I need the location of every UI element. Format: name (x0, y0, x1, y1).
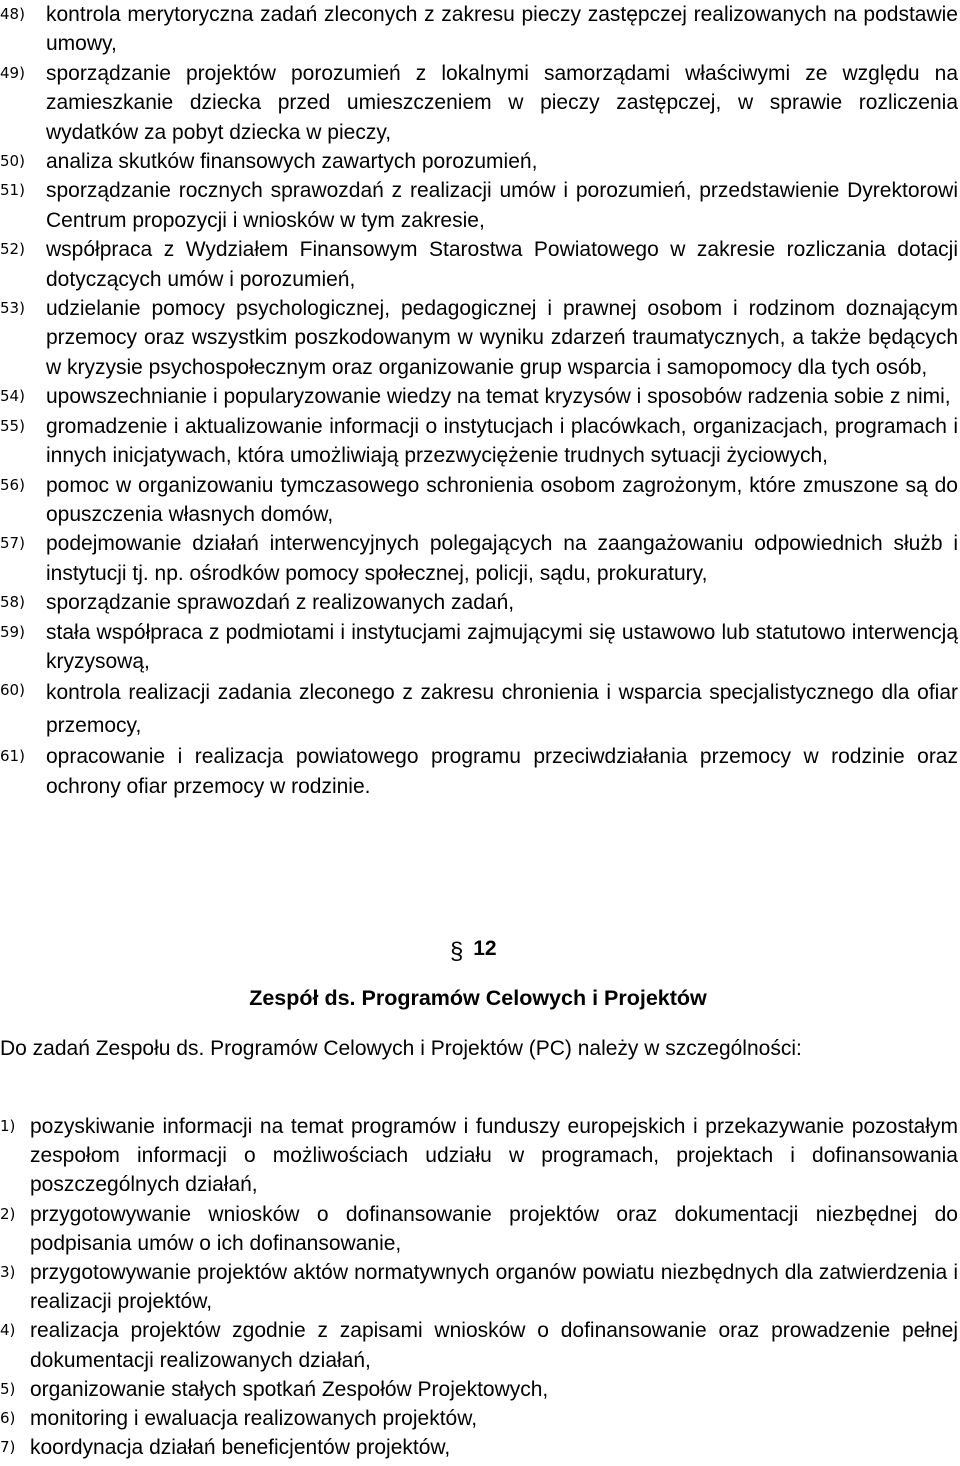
item-number: 57) (0, 534, 25, 553)
list-item (0, 59, 958, 147)
item-number: 53) (0, 299, 25, 318)
item-text: sporządzanie sprawozdań z realizowanych zadań, (46, 591, 515, 615)
list-item (0, 1200, 958, 1258)
item-number: 56) (0, 475, 25, 494)
list-item (0, 1316, 958, 1374)
item-number: 51) (0, 181, 25, 200)
item-number: 3) (0, 1263, 16, 1282)
item-text: analiza skutków finansowych zawartych porozumień, (46, 150, 538, 174)
list-item (0, 1258, 958, 1316)
item-number: 58) (0, 593, 25, 612)
list-item (0, 742, 958, 801)
section-title: Zespół ds. Programów Celowych i Projektów (249, 986, 707, 1010)
item-number: 60) (0, 681, 25, 700)
list-item (0, 1112, 958, 1200)
item-text: współpraca z Wydziałem Finansowym Starostwa Powiatowego w zakresie rozliczania dotacji dotyczących umów i porozumień, (46, 238, 958, 291)
list-item (0, 147, 958, 176)
list-item (0, 412, 958, 471)
task-list-pc-team (0, 1112, 958, 1462)
item-text: organizowanie stałych spotkań Zespołów Projektowych, (30, 1377, 549, 1401)
item-number: 7) (0, 1438, 16, 1457)
list-item (0, 618, 958, 677)
list-item (0, 294, 958, 382)
list-item (0, 0, 958, 59)
section-number-value: 12 (473, 937, 497, 960)
item-number: 1) (0, 1117, 16, 1135)
item-number: 50) (0, 152, 25, 171)
section-intro: Do zadań Zespołu ds. Programów Celowych i Projektów (PC) należy w szczególności: (0, 1037, 802, 1060)
item-text: kontrola merytoryczna zadań zleconych z zakresu pieczy zastępczej realizowanych na podstawie umowy, (46, 3, 958, 56)
item-text: kontrola realizacji zadania zleconego z zakresu chronienia i wsparcia specjalistycznego dla ofiar przemocy, (46, 681, 958, 738)
list-item (0, 529, 958, 588)
item-text: koordynacja działań beneficjentów projektów, (30, 1436, 451, 1460)
item-number: 5) (0, 1379, 16, 1398)
item-text: przygotowywanie wniosków o dofinansowanie projektów oraz dokumentacji niezbędnej do podpisania umów o ich dofinansowanie, (30, 1202, 958, 1255)
section-number (450, 928, 530, 969)
list-item (0, 1433, 958, 1462)
item-number: 54) (0, 387, 25, 406)
list-item (0, 676, 958, 742)
list-item (0, 1375, 958, 1404)
section-sign-symbol: § (450, 938, 464, 965)
item-text: udzielanie pomocy psychologicznej, pedagogicznej i prawnej osobom i rodzinom doznającym przemocy oraz wszystkim poszkodowanym w wyniku zdarzeń traumatycznych, a także będących w kryzysie psychospołecznym oraz organizowanie grup wsparcia i samopomocy dla tych osób, (46, 297, 958, 379)
item-text: przygotowywanie projektów aktów normatywnych organów powiatu niezbędnych dla zatwierdzenia i realizacji projektów, (30, 1261, 958, 1314)
item-text: realizacja projektów zgodnie z zapisami wniosków o dofinansowanie oraz prowadzenie pełnej dokumentacji realizowanych działań, (30, 1319, 958, 1372)
item-text: monitoring i ewaluacja realizowanych projektów, (30, 1407, 478, 1431)
item-text: sporządzanie projektów porozumień z lokalnymi samorządami właściwymi ze względu na zamieszkanie dziecka przed umieszczeniem w pieczy zastępczej, w sprawie rozliczenia wydatków za pobyt dziecka w pieczy, (46, 61, 958, 144)
item-number: 4) (0, 1321, 16, 1340)
item-text: opracowanie i realizacja powiatowego programu przeciwdziałania przemocy w rodzinie oraz ochrony ofiar przemocy w rodzinie. (46, 745, 958, 798)
item-number: 2) (0, 1204, 16, 1223)
list-item (0, 588, 958, 617)
item-number: 48) (0, 5, 25, 23)
item-text: gromadzenie i aktualizowanie informacji o instytucjach i placówkach, organizacjach, programach i innych inicjatywach, która umożliwiają przezwyciężenie trudnych sytuacji życiowych, (46, 414, 958, 468)
list-item (0, 235, 958, 294)
item-text: upowszechnianie i popularyzowanie wiedzy na temat kryzysów i sposobów radzenia sobie z nimi, (46, 385, 951, 409)
item-number: 55) (0, 416, 25, 435)
item-text: podejmowanie działań interwencyjnych polegających na zaangażowaniu odpowiednich służb i instytucji tj. np. ośrodków pomocy społecznej, policji, sądu, prokuratury, (46, 532, 958, 585)
item-text: stała współpraca z podmiotami i instytucjami zajmującymi się ustawowo lub statutowo interwencją kryzysową, (46, 620, 958, 673)
list-item (0, 1404, 958, 1433)
list-item (0, 176, 958, 235)
item-text: sporządzanie rocznych sprawozdań z realizacji umów i porozumień, przedstawienie Dyrektorowi Centrum propozycji i wniosków w tym zakresie, (46, 179, 958, 232)
item-number: 61) (0, 747, 25, 766)
item-number: 52) (0, 240, 25, 259)
item-number: 6) (0, 1409, 16, 1428)
item-text: pozyskiwanie informacji na temat programów i funduszy europejskich i przekazywanie pozostałym zespołom informacji o możliwościach udziału w programach, projektach i dofinansowania poszczególnych działań, (30, 1115, 958, 1197)
list-item (0, 382, 958, 411)
item-text: pomoc w organizowaniu tymczasowego schronienia osobom zagrożonym, które zmuszone są do opuszczenia własnych domów, (46, 473, 958, 526)
item-number: 59) (0, 622, 25, 641)
list-item (0, 471, 958, 530)
item-number: 49) (0, 63, 25, 82)
